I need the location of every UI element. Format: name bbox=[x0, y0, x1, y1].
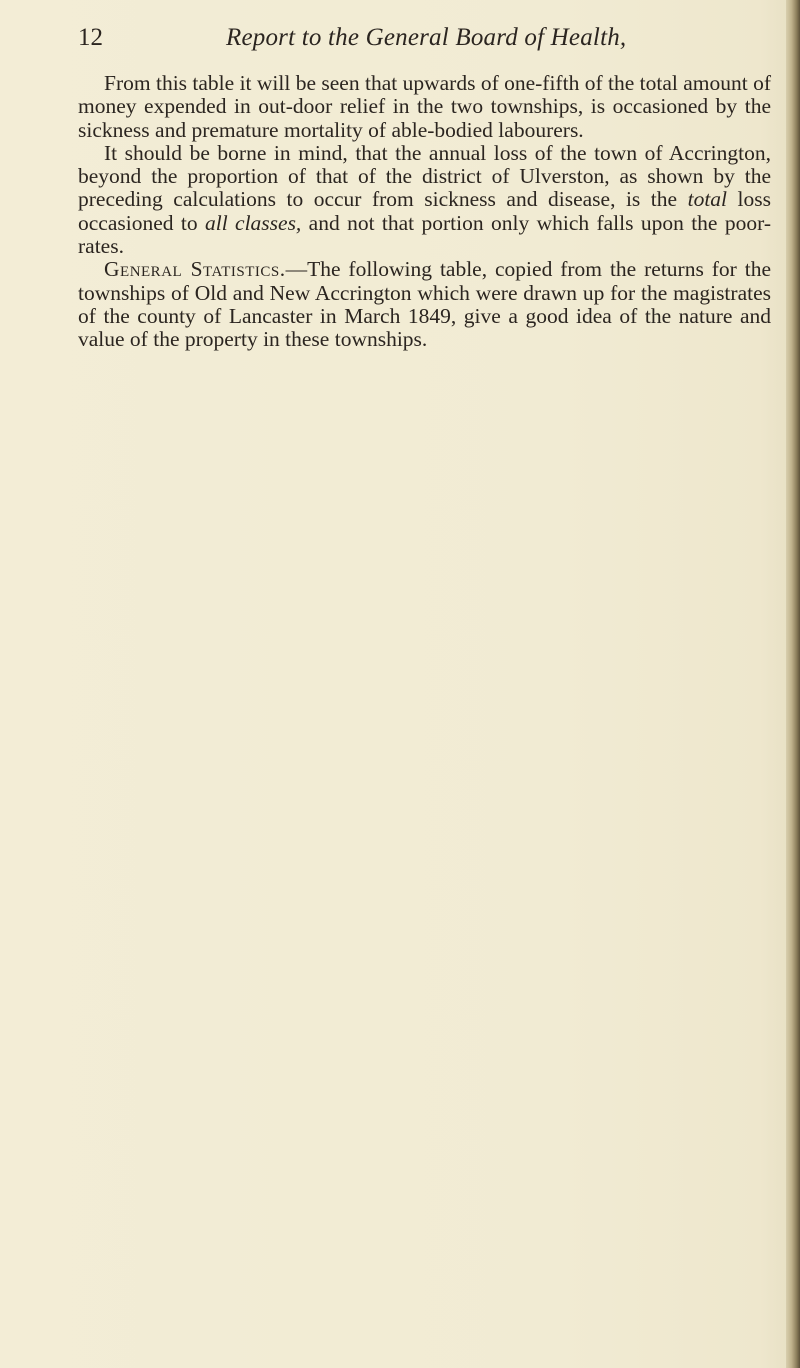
paragraph-text-part3: and not that portion only which falls upon the poor-rates. bbox=[78, 210, 771, 259]
body-text bbox=[78, 72, 771, 352]
paragraph-annual-loss bbox=[78, 142, 771, 258]
page-number: 12 bbox=[78, 24, 103, 51]
paragraph-text: From this table it will be seen that upwards of one-fifth of the total amount of money expended in out-door relief in the two townships, is occasioned by the sickness and premature mortality of able-bodied labourers. bbox=[78, 71, 771, 142]
page-header bbox=[78, 22, 778, 54]
paragraph-text-part1: It should be borne in mind, that the annual loss of the town of Accrington, beyond the proportion of that of the district of Ulverston, as shown by the preceding calculations to occur from sickness and disease, is the bbox=[78, 140, 771, 212]
paragraph-text: —The following table, copied from the returns for the townships of Old and New Accrington which were drawn up for the magistrates of the county of Lancaster in March 1849, give a good idea of the nature and value of the property in these townships. bbox=[78, 257, 771, 352]
paragraph-outdoor-relief bbox=[78, 72, 771, 142]
emphasis-total: total bbox=[687, 187, 728, 212]
running-title: Report to the General Board of Health, bbox=[226, 24, 627, 51]
page-edge-shadow bbox=[786, 0, 800, 1368]
paragraph-general-statistics bbox=[78, 258, 771, 351]
section-heading-general-statistics: General Statistics. bbox=[104, 257, 286, 282]
paragraph-text-part2: loss occasioned to bbox=[78, 187, 771, 235]
emphasis-all-classes: all classes, bbox=[204, 210, 302, 235]
